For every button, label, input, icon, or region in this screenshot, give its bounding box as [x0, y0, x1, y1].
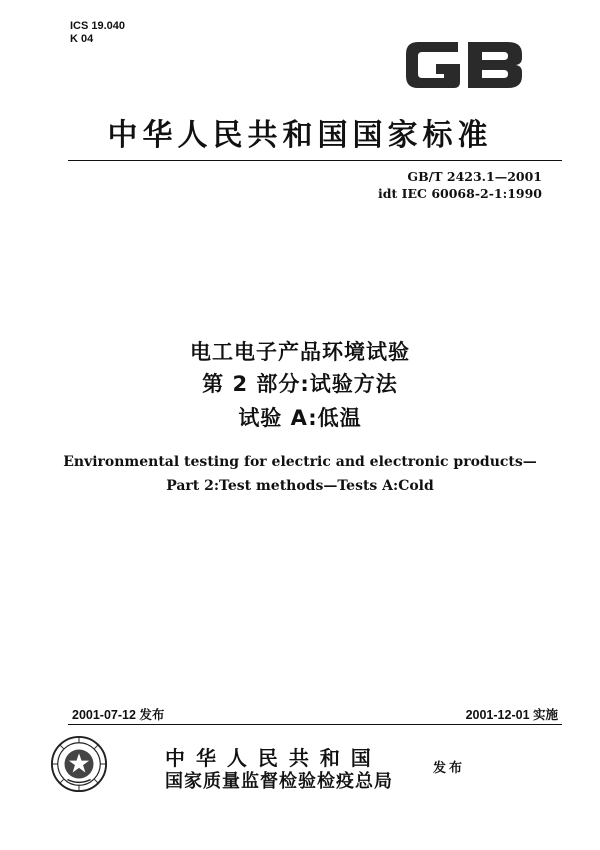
issuer-line1: 中 华 人 民 共 和 国 [165, 746, 373, 770]
bottom-divider [68, 724, 562, 725]
top-divider [68, 160, 562, 161]
gb-logo [400, 30, 530, 100]
standard-type-title: 中华人民共和国国家标准 [107, 118, 493, 153]
title-en-line1: Environmental testing for electric and electronic products— [63, 454, 537, 470]
title-en-line2: Part 2:Test methods—Tests A:Cold [166, 478, 434, 494]
equivalent-standard: idt IEC 60068-2-1:1990 [378, 186, 542, 201]
title-cn-line3: 试验 A:低温 [238, 406, 362, 430]
ics-code: ICS 19.040 [70, 20, 126, 32]
standard-numbers [378, 168, 542, 202]
issue-date: 2001-07-12 发布 [72, 708, 165, 722]
title-cn-line2: 第 2 部分:试验方法 [202, 372, 398, 396]
implementation-date: 2001-12-01 实施 [465, 708, 558, 722]
standard-number: GB/T 2423.1—2001 [407, 169, 542, 184]
classification-codes [70, 20, 125, 46]
national-emblem-seal-icon [50, 735, 108, 793]
ccs-code: K 04 [70, 33, 94, 45]
publish-label: 发布 [433, 761, 466, 776]
title-cn-line1: 电工电子产品环境试验 [190, 340, 410, 364]
issuer-line2: 国家质量监督检验检疫总局 [165, 771, 393, 792]
